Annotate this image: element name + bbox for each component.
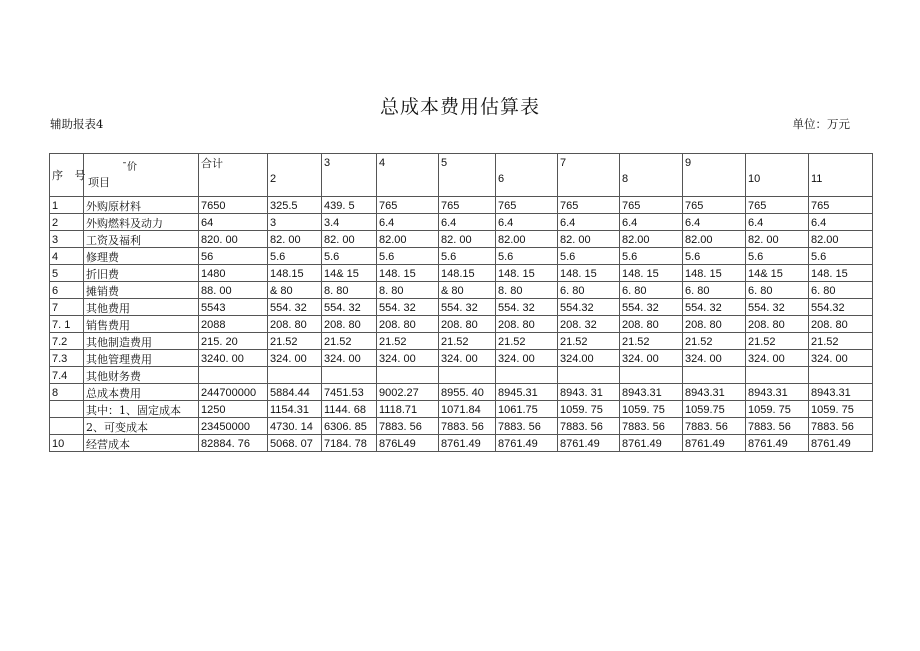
row-value: & 80 bbox=[439, 282, 496, 299]
row-value: 21.52 bbox=[377, 333, 439, 350]
row-value: 21.52 bbox=[746, 333, 809, 350]
row-value bbox=[322, 367, 377, 384]
row-value bbox=[377, 367, 439, 384]
row-seq bbox=[50, 401, 84, 418]
header-year: 5 bbox=[439, 154, 496, 197]
row-value: 6. 80 bbox=[558, 282, 620, 299]
header-item bbox=[84, 154, 199, 197]
row-value: 8761.49 bbox=[809, 435, 873, 452]
row-value: 554. 32 bbox=[496, 299, 558, 316]
header-year: 4 bbox=[377, 154, 439, 197]
row-value: 7451.53 bbox=[322, 384, 377, 401]
table-row bbox=[50, 316, 873, 333]
row-value: 6.4 bbox=[558, 214, 620, 231]
row-label: 工资及福利 bbox=[84, 231, 199, 248]
row-value: 208. 32 bbox=[558, 316, 620, 333]
row-value: 7883. 56 bbox=[439, 418, 496, 435]
row-value: 6. 80 bbox=[683, 282, 746, 299]
row-value: 765 bbox=[439, 197, 496, 214]
row-label: 2、可变成本 bbox=[84, 418, 199, 435]
row-value: 7883. 56 bbox=[746, 418, 809, 435]
row-value: 5.6 bbox=[620, 248, 683, 265]
header-year: 10 bbox=[746, 154, 809, 197]
row-label: 折旧费 bbox=[84, 265, 199, 282]
row-value: 324. 00 bbox=[620, 350, 683, 367]
row-total: 215. 20 bbox=[199, 333, 268, 350]
row-value: 6. 80 bbox=[620, 282, 683, 299]
row-value bbox=[809, 367, 873, 384]
row-value: 7883. 56 bbox=[683, 418, 746, 435]
row-value: 82.00 bbox=[620, 231, 683, 248]
row-seq: 8 bbox=[50, 384, 84, 401]
row-total: 244700000 bbox=[199, 384, 268, 401]
row-value: 6.4 bbox=[809, 214, 873, 231]
row-value: 324. 00 bbox=[268, 350, 322, 367]
row-value: 8761.49 bbox=[620, 435, 683, 452]
row-label: 其他财务费 bbox=[84, 367, 199, 384]
header-year: 2 bbox=[268, 154, 322, 197]
row-value: 765 bbox=[558, 197, 620, 214]
row-seq: 7. 1 bbox=[50, 316, 84, 333]
row-value: 324. 00 bbox=[496, 350, 558, 367]
row-value bbox=[620, 367, 683, 384]
row-value: 148. 15 bbox=[809, 265, 873, 282]
row-value: 21.52 bbox=[322, 333, 377, 350]
row-value: 208. 80 bbox=[809, 316, 873, 333]
row-value: 7883. 56 bbox=[558, 418, 620, 435]
row-value: 8761.49 bbox=[558, 435, 620, 452]
row-value: 6.4 bbox=[377, 214, 439, 231]
row-seq: 7.4 bbox=[50, 367, 84, 384]
row-value: 148. 15 bbox=[558, 265, 620, 282]
row-total: 82884. 76 bbox=[199, 435, 268, 452]
row-value: 1059. 75 bbox=[620, 401, 683, 418]
row-value: 1059. 75 bbox=[746, 401, 809, 418]
row-value: 765 bbox=[809, 197, 873, 214]
row-value: 9002.27 bbox=[377, 384, 439, 401]
row-value: 82. 00 bbox=[439, 231, 496, 248]
row-value: 1059. 75 bbox=[558, 401, 620, 418]
row-seq: 10 bbox=[50, 435, 84, 452]
row-value: 14& 15 bbox=[746, 265, 809, 282]
row-value: 82.00 bbox=[683, 231, 746, 248]
row-value: 1154.31 bbox=[268, 401, 322, 418]
row-value: 765 bbox=[746, 197, 809, 214]
row-value: 6.4 bbox=[496, 214, 558, 231]
row-value: 21.52 bbox=[439, 333, 496, 350]
row-value: 148. 15 bbox=[620, 265, 683, 282]
row-value bbox=[268, 367, 322, 384]
row-label: 经营成本 bbox=[84, 435, 199, 452]
row-value: 324. 00 bbox=[746, 350, 809, 367]
row-value: 8. 80 bbox=[322, 282, 377, 299]
row-value: 554.32 bbox=[809, 299, 873, 316]
row-value: 82. 00 bbox=[268, 231, 322, 248]
row-value: 7883. 56 bbox=[620, 418, 683, 435]
row-value: 1144. 68 bbox=[322, 401, 377, 418]
row-value: 6306. 85 bbox=[322, 418, 377, 435]
row-value: 148.15 bbox=[439, 265, 496, 282]
row-value: 765 bbox=[620, 197, 683, 214]
row-label: 其他管理费用 bbox=[84, 350, 199, 367]
table-row bbox=[50, 265, 873, 282]
row-value bbox=[439, 367, 496, 384]
row-value: 3.4 bbox=[322, 214, 377, 231]
row-value: 7883. 56 bbox=[496, 418, 558, 435]
row-value: & 80 bbox=[268, 282, 322, 299]
row-value: 208. 80 bbox=[377, 316, 439, 333]
row-value: 325.5 bbox=[268, 197, 322, 214]
row-value: 5.6 bbox=[377, 248, 439, 265]
row-value: 148. 15 bbox=[683, 265, 746, 282]
header-year: 9 bbox=[683, 154, 746, 197]
table-row bbox=[50, 231, 873, 248]
row-value: 6. 80 bbox=[809, 282, 873, 299]
row-value: 82. 00 bbox=[746, 231, 809, 248]
header-year: 8 bbox=[620, 154, 683, 197]
row-value: 1071.84 bbox=[439, 401, 496, 418]
row-value: 324. 00 bbox=[322, 350, 377, 367]
row-value: 1118.71 bbox=[377, 401, 439, 418]
page-title: 总成本费用估算表 bbox=[379, 96, 540, 118]
row-value: 21.52 bbox=[268, 333, 322, 350]
row-value: 8. 80 bbox=[496, 282, 558, 299]
row-value: 208. 80 bbox=[496, 316, 558, 333]
row-value: 5.6 bbox=[746, 248, 809, 265]
row-seq: 1 bbox=[50, 197, 84, 214]
row-value: 8955. 40 bbox=[439, 384, 496, 401]
row-seq: 3 bbox=[50, 231, 84, 248]
row-value: 5.6 bbox=[268, 248, 322, 265]
row-label: 修理费 bbox=[84, 248, 199, 265]
table-row bbox=[50, 350, 873, 367]
row-value: 7184. 78 bbox=[322, 435, 377, 452]
row-value: 148. 15 bbox=[377, 265, 439, 282]
row-value: 324. 00 bbox=[439, 350, 496, 367]
row-value: 3 bbox=[268, 214, 322, 231]
row-value: 5.6 bbox=[683, 248, 746, 265]
row-label: 外购原材料 bbox=[84, 197, 199, 214]
row-value: 6.4 bbox=[683, 214, 746, 231]
row-value: 7883. 56 bbox=[377, 418, 439, 435]
row-value: 8943.31 bbox=[620, 384, 683, 401]
header-item-bottom: 项目 bbox=[88, 176, 110, 189]
table-row bbox=[50, 333, 873, 350]
header-year: 11 bbox=[809, 154, 873, 197]
row-value: 765 bbox=[496, 197, 558, 214]
row-value: 6. 80 bbox=[746, 282, 809, 299]
row-value: 1059.75 bbox=[683, 401, 746, 418]
table-row bbox=[50, 282, 873, 299]
row-value: 21.52 bbox=[683, 333, 746, 350]
row-value: 554. 32 bbox=[620, 299, 683, 316]
row-value: 554. 32 bbox=[268, 299, 322, 316]
row-total: 3240. 00 bbox=[199, 350, 268, 367]
row-total: 23450000 bbox=[199, 418, 268, 435]
row-seq: 2 bbox=[50, 214, 84, 231]
row-total: 2088 bbox=[199, 316, 268, 333]
row-value: 554. 32 bbox=[439, 299, 496, 316]
row-value: 5.6 bbox=[439, 248, 496, 265]
row-value: 21.52 bbox=[620, 333, 683, 350]
row-value: 208. 80 bbox=[746, 316, 809, 333]
row-value: 765 bbox=[683, 197, 746, 214]
row-value: 8761.49 bbox=[439, 435, 496, 452]
row-value: 208. 80 bbox=[268, 316, 322, 333]
row-seq: 6 bbox=[50, 282, 84, 299]
row-value: 14& 15 bbox=[322, 265, 377, 282]
row-total: 820. 00 bbox=[199, 231, 268, 248]
row-value: 324.00 bbox=[558, 350, 620, 367]
row-value: 208. 80 bbox=[620, 316, 683, 333]
table-row bbox=[50, 197, 873, 214]
header-total: 合计 bbox=[199, 154, 268, 197]
row-value: 554. 32 bbox=[377, 299, 439, 316]
row-value bbox=[558, 367, 620, 384]
row-value: 554. 32 bbox=[746, 299, 809, 316]
row-value: 1061.75 bbox=[496, 401, 558, 418]
row-value: 21.52 bbox=[558, 333, 620, 350]
row-seq: 4 bbox=[50, 248, 84, 265]
row-value: 4730. 14 bbox=[268, 418, 322, 435]
row-label: 其他费用 bbox=[84, 299, 199, 316]
header-year: 7 bbox=[558, 154, 620, 197]
row-seq: 7.3 bbox=[50, 350, 84, 367]
row-value: 324. 00 bbox=[683, 350, 746, 367]
row-value: 5.6 bbox=[558, 248, 620, 265]
header-year: 3 bbox=[322, 154, 377, 197]
table-row bbox=[50, 248, 873, 265]
row-value: 8943. 31 bbox=[558, 384, 620, 401]
row-value: 5.6 bbox=[809, 248, 873, 265]
table-row bbox=[50, 435, 873, 452]
table-row bbox=[50, 367, 873, 384]
row-value: 8943.31 bbox=[809, 384, 873, 401]
row-value: 8. 80 bbox=[377, 282, 439, 299]
cost-estimate-table bbox=[49, 153, 873, 452]
row-value: 554.32 bbox=[558, 299, 620, 316]
row-seq: 7.2 bbox=[50, 333, 84, 350]
row-value: 7883. 56 bbox=[809, 418, 873, 435]
row-value: 324. 00 bbox=[377, 350, 439, 367]
row-label: 外购燃料及动力 bbox=[84, 214, 199, 231]
row-value: 82. 00 bbox=[558, 231, 620, 248]
row-total: 88. 00 bbox=[199, 282, 268, 299]
row-label: 总成本费用 bbox=[84, 384, 199, 401]
row-value: 554. 32 bbox=[683, 299, 746, 316]
row-value: 876L49 bbox=[377, 435, 439, 452]
row-value: 1059. 75 bbox=[809, 401, 873, 418]
row-seq: 5 bbox=[50, 265, 84, 282]
row-value: 148. 15 bbox=[496, 265, 558, 282]
row-total: 1250 bbox=[199, 401, 268, 418]
row-value: 82.00 bbox=[377, 231, 439, 248]
row-value bbox=[496, 367, 558, 384]
row-value: 324. 00 bbox=[809, 350, 873, 367]
row-value: 5068. 07 bbox=[268, 435, 322, 452]
header-seq: 序 号 bbox=[50, 154, 84, 197]
row-total: 5543 bbox=[199, 299, 268, 316]
row-value: 208. 80 bbox=[439, 316, 496, 333]
row-value: 208. 80 bbox=[322, 316, 377, 333]
row-value: 765 bbox=[377, 197, 439, 214]
row-value: 82. 00 bbox=[322, 231, 377, 248]
row-value: 5884.44 bbox=[268, 384, 322, 401]
row-value bbox=[746, 367, 809, 384]
row-value: 148.15 bbox=[268, 265, 322, 282]
row-value: 5.6 bbox=[496, 248, 558, 265]
row-total bbox=[199, 367, 268, 384]
row-value: 8943.31 bbox=[683, 384, 746, 401]
row-value: 82.00 bbox=[809, 231, 873, 248]
table-header-row bbox=[50, 154, 873, 197]
row-seq: 7 bbox=[50, 299, 84, 316]
row-value: 6.4 bbox=[620, 214, 683, 231]
row-value bbox=[683, 367, 746, 384]
row-value: 21.52 bbox=[496, 333, 558, 350]
row-value: 82.00 bbox=[496, 231, 558, 248]
row-value: 6.4 bbox=[439, 214, 496, 231]
unit-label: 单位：万元 bbox=[792, 117, 850, 131]
row-value: 208. 80 bbox=[683, 316, 746, 333]
row-total: 7650 bbox=[199, 197, 268, 214]
row-total: 56 bbox=[199, 248, 268, 265]
row-label: 销售费用 bbox=[84, 316, 199, 333]
row-value: 8761.49 bbox=[496, 435, 558, 452]
row-label: 其他制造费用 bbox=[84, 333, 199, 350]
report-number: 辅助报表4 bbox=[50, 117, 104, 131]
row-value: 21.52 bbox=[809, 333, 873, 350]
table-row bbox=[50, 299, 873, 316]
header-year: 6 bbox=[496, 154, 558, 197]
row-value: 8761.49 bbox=[746, 435, 809, 452]
row-value: 8945.31 bbox=[496, 384, 558, 401]
row-total: 1480 bbox=[199, 265, 268, 282]
row-value: 8943.31 bbox=[746, 384, 809, 401]
row-value: 5.6 bbox=[322, 248, 377, 265]
table-row bbox=[50, 418, 873, 435]
row-value: 439. 5 bbox=[322, 197, 377, 214]
row-label: 摊销费 bbox=[84, 282, 199, 299]
row-total: 64 bbox=[199, 214, 268, 231]
row-value: 554. 32 bbox=[322, 299, 377, 316]
row-seq bbox=[50, 418, 84, 435]
header-item-top: ˉ价 bbox=[122, 162, 137, 173]
table-row bbox=[50, 214, 873, 231]
table-row bbox=[50, 401, 873, 418]
row-label: 其中：1、固定成本 bbox=[84, 401, 199, 418]
row-value: 6.4 bbox=[746, 214, 809, 231]
table-row bbox=[50, 384, 873, 401]
row-value: 8761.49 bbox=[683, 435, 746, 452]
